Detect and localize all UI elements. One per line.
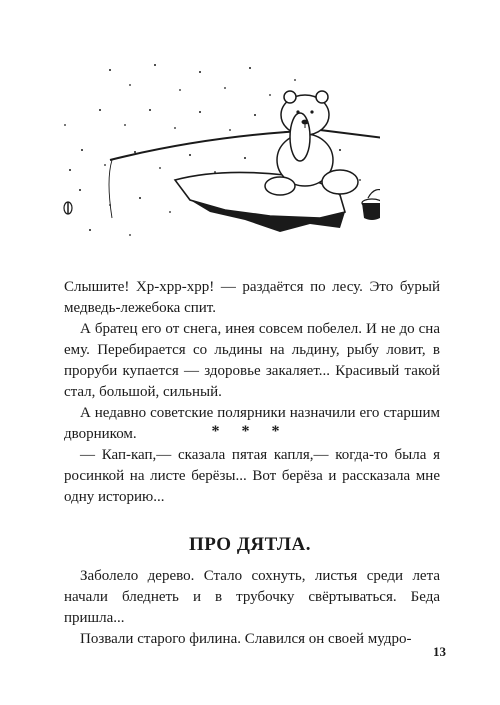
paragraph: Позвали старого филина. Славился он своей мудро-: [80, 631, 412, 647]
story-woodpecker: [64, 566, 440, 650]
story-bear: [64, 277, 440, 445]
chapter-heading: ПРО ДЯТЛА.: [189, 534, 311, 555]
paragraph: Слышите! Хр-хрр-хрр! — раздаётся по лесу. Это бурый медведь-лежебока спит.: [64, 279, 440, 316]
bear-icon: [265, 91, 358, 195]
paragraph: Заболело дерево. Стало сохнуть, листья среди лета начали бледнеть и в трубочку свёртываться. Беда пришла...: [64, 568, 440, 626]
paragraph: — Кап-кап,— сказала пятая капля,— когда-то была я росинкой на листе берёзы... Вот берёза и рассказала мне одну историю...: [64, 447, 440, 505]
page-number: 13: [433, 644, 446, 659]
bear-fishing-on-ice-floe-illustration: [40, 40, 380, 245]
paragraph: А братец его от снега, инея совсем побелел. И не до сна ему. Перебирается со льдины на льдину, рыбу ловит, в проруби купается — здоровье закаляет... Красивый такой стал, большой, сильный.: [64, 321, 440, 400]
story-drop: [64, 445, 440, 508]
section-separator: * * *: [211, 423, 289, 440]
paragraph: А недавно советские полярники назначили его старшим дворником.: [64, 405, 440, 442]
